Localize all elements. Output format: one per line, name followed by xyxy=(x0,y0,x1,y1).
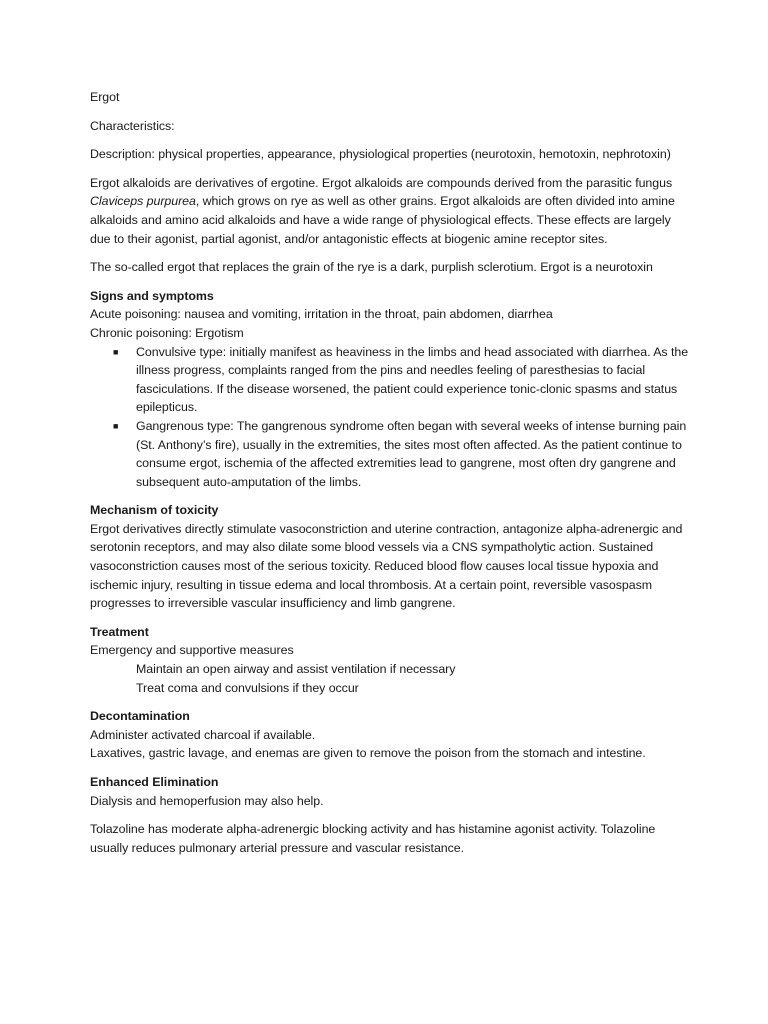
signs-heading: Signs and symptoms xyxy=(90,288,214,303)
intro-paragraph xyxy=(90,174,690,248)
decontamination-line-1: Administer activated charcoal if available. xyxy=(90,727,316,742)
acute-poisoning: Acute poisoning: nausea and vomiting, irritation in the throat, pain abdomen, diarrhea xyxy=(90,307,553,322)
decontamination-section xyxy=(90,707,690,763)
bullet-square-icon: ■ xyxy=(113,420,119,431)
list-item xyxy=(113,417,690,491)
tolazoline-paragraph: Tolazoline has moderate alpha-adrenergic blocking activity and has histamine agonist activity. Tolazoline usually reduces pulmonary arterial pressure and vascular resistance. xyxy=(90,822,656,855)
characteristics-label: Characteristics: xyxy=(90,118,175,133)
treatment-item-coma: Treat coma and convulsions if they occur xyxy=(136,680,359,695)
decontamination-line-2: Laxatives, gastric lavage, and enemas are given to remove the poison from the stomach and intestine. xyxy=(90,746,646,761)
decontamination-heading: Decontamination xyxy=(90,709,190,724)
list-item xyxy=(113,343,690,417)
mechanism-section xyxy=(90,501,690,613)
description-paragraph: Description: physical properties, appearance, physiological properties (neurotoxin, hemotoxin, nephrotoxin) xyxy=(90,147,671,162)
intro-text-1: Ergot alkaloids are derivatives of ergotine. Ergot alkaloids are compounds derived from the parasitic fungus xyxy=(90,175,673,190)
species-name: Claviceps purpurea xyxy=(90,194,196,209)
bullet-square-icon: ■ xyxy=(113,346,119,357)
mechanism-heading: Mechanism of toxicity xyxy=(90,503,219,518)
mechanism-text: Ergot derivatives directly stimulate vasoconstriction and uterine contraction, antagonize alpha-adrenergic and serotonin receptors, and may also dilate some blood vessels via a CNS sympatholytic action. Sustained vasoconstriction causes most of the serious toxicity. Reduced blood flow causes local tissue hypoxia and ischemic injury, resulting in tissue edema and local thrombosis. At a certain point, reversible vasospasm progresses to irreversible vascular insufficiency and limb gangrene. xyxy=(90,521,683,611)
document-page xyxy=(90,88,690,867)
elimination-heading: Enhanced Elimination xyxy=(90,775,219,789)
treatment-item-airway: Maintain an open airway and assist ventilation if necessary xyxy=(136,662,456,677)
document-title: Ergot xyxy=(90,90,120,104)
treatment-heading: Treatment xyxy=(90,624,149,639)
ergotism-types-list xyxy=(90,343,690,492)
elimination-section xyxy=(90,773,690,810)
convulsive-type-text: Convulsive type: initially manifest as heaviness in the limbs and head associated with diarrhea. As the illness progress, complaints ranged from the pins and needles feeling of paresthesias to facial fasciculations. If the disease worsened, the patient could experience tonic-clonic spasms and status epilepticus. xyxy=(136,344,689,415)
gangrenous-type-text: Gangrenous type: The gangrenous syndrome often began with several weeks of intense burning pain (St. Anthony’s fire), usually in the extremities, the sites most often affected. As the patient continue to consume ergot, ischemia of the affected extremities lead to gangrene, most often dry gangrene and subsequent auto-amputation of the limbs. xyxy=(136,418,687,489)
sclerotium-paragraph: The so-called ergot that replaces the grain of the rye is a dark, purplish sclerotium. Ergot is a neurotoxin xyxy=(90,260,653,275)
treatment-intro: Emergency and supportive measures xyxy=(90,643,294,658)
elimination-text: Dialysis and hemoperfusion may also help. xyxy=(90,793,324,808)
treatment-section xyxy=(90,623,690,697)
chronic-poisoning: Chronic poisoning: Ergotism xyxy=(90,325,244,340)
signs-section xyxy=(90,287,690,492)
intro-text-2: , which grows on rye as well as other grains. Ergot alkaloids are often divided into amine alkaloids and amino acid alkaloids and have a wide range of physiological effects. These effects are largely due to their agonist, partial agonist, and/or antagonistic effects at biogenic amine receptor sites. xyxy=(90,194,675,246)
